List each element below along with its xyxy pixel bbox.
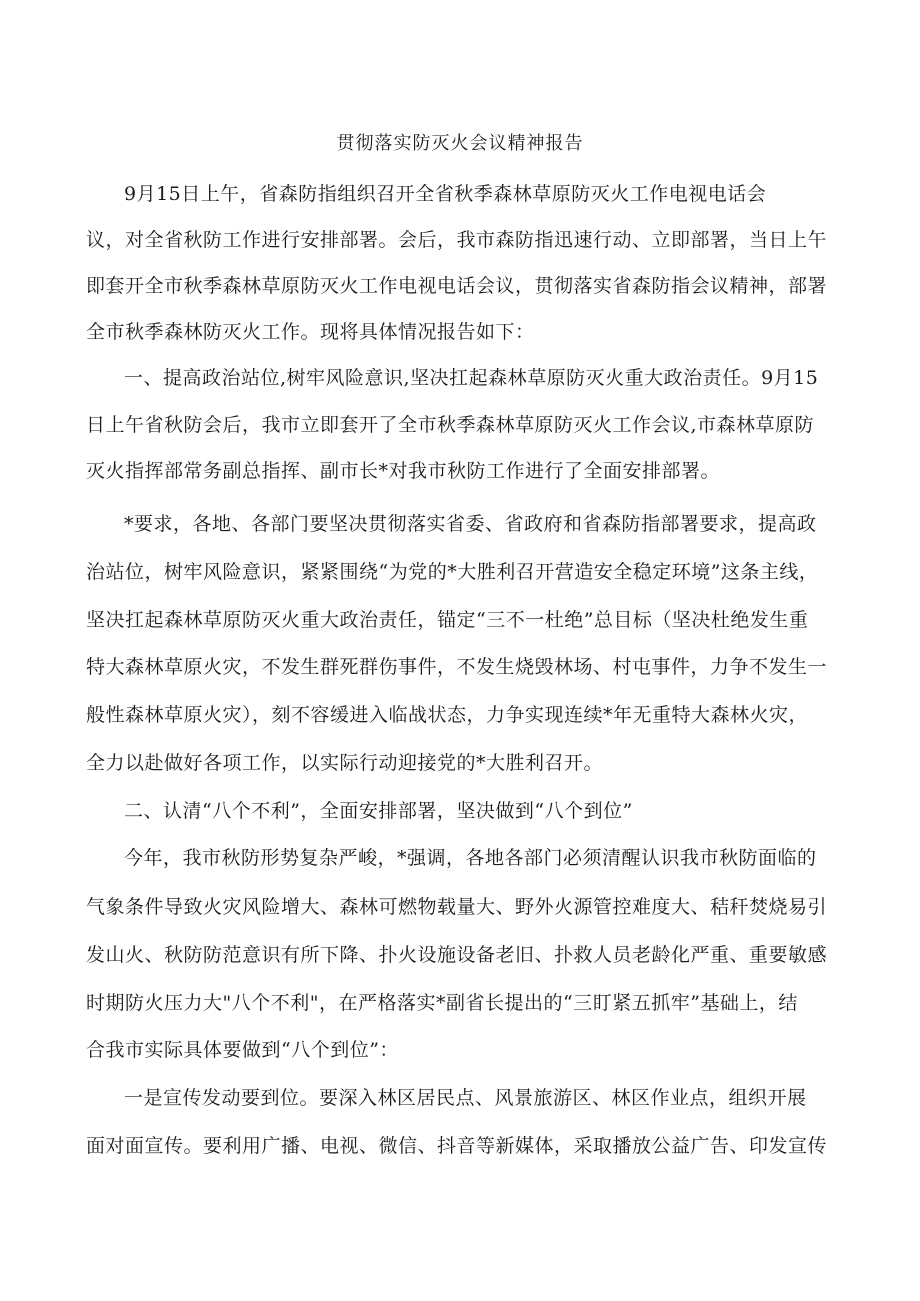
paragraph-line: 特大森林草原火灾，不发生群死群伤事件，不发生烧毁林场、村屯事件，力争不发生一 xyxy=(86,656,828,678)
paragraph-line: 一是宣传发动要到位。要深入林区居民点、风景旅游区、林区作业点，组织开展 xyxy=(124,1087,807,1109)
paragraph-line: 坚决扛起森林草原防灭火重大政治责任，锚定“三不一杜绝”总目标（坚决杜绝发生重 xyxy=(86,609,809,631)
paragraph-line: 今年，我市秋防形势复杂严峻，*强调，各地各部门必须清醒认识我市秋防面临的 xyxy=(124,847,817,869)
paragraph-line: 议，对全省秋防工作进行安排部署。会后，我市森防指迅速行动、立即部署，当日上午 xyxy=(86,229,828,251)
paragraph-line: 即套开全市秋季森林草原防灭火工作电视电话会议，贯彻落实省森防指会议精神，部署 xyxy=(86,275,828,297)
paragraph-line: 全市秋季森林防灭火工作。现将具体情况报告如下： xyxy=(86,321,535,343)
paragraph-line: 治站位，树牢风险意识，紧紧围绕“为党的*大胜利召开营造安全稳定环境”这条主线， xyxy=(86,561,819,583)
paragraph-line: 般性森林草原火灾），刻不容缓进入临战状态，力争实现连续*年无重特大森林火灾， xyxy=(86,704,809,726)
paragraph-line: 一、提高政治站位,树牢风险意识,坚决扛起森林草原防灭火重大政治责任。9月15 xyxy=(124,367,819,389)
document-title: 贯彻落实防灭火会议精神报告 xyxy=(336,133,584,154)
paragraph-line: *要求，各地、各部门要坚决贯彻落实省委、省政府和省森防指部署要求，提高政 xyxy=(124,513,817,535)
paragraph-line: 日上午省秋防会后，我市立即套开了全市秋季森林草原防灭火工作会议,市森林草原防 xyxy=(86,414,815,436)
paragraph-line: 气象条件导致火灾风险增大、森林可燃物载量大、野外火源管控难度大、秸秆焚烧易引 xyxy=(86,896,828,918)
paragraph-line: 时期防火压力大"八个不利"，在严格落实*副省长提出的“三盯紧五抓牢”基础上，结 xyxy=(86,992,798,1014)
paragraph-line: 9月15日上午，省森防指组织召开全省秋季森林草原防灭火工作电视电话会 xyxy=(124,183,767,205)
section-heading: 二、认清“八个不利”，全面安排部署，坚决做到“八个到位” xyxy=(124,800,633,822)
paragraph-line: 发山火、秋防防范意识有所下降、扑火设施设备老旧、扑救人员老龄化严重、重要敏感 xyxy=(86,944,828,966)
paragraph-line: 全力以赴做好各项工作，以实际行动迎接党的*大胜利召开。 xyxy=(86,752,604,774)
paragraph-line: 面对面宣传。要利用广播、电视、微信、抖音等新媒体，采取播放公益广告、印发宣传 xyxy=(86,1135,828,1157)
paragraph-line: 合我市实际具体要做到“八个到位”： xyxy=(86,1039,399,1061)
paragraph-line: 灭火指挥部常务副总指挥、副市长*对我市秋防工作进行了全面安排部署。 xyxy=(86,460,721,482)
